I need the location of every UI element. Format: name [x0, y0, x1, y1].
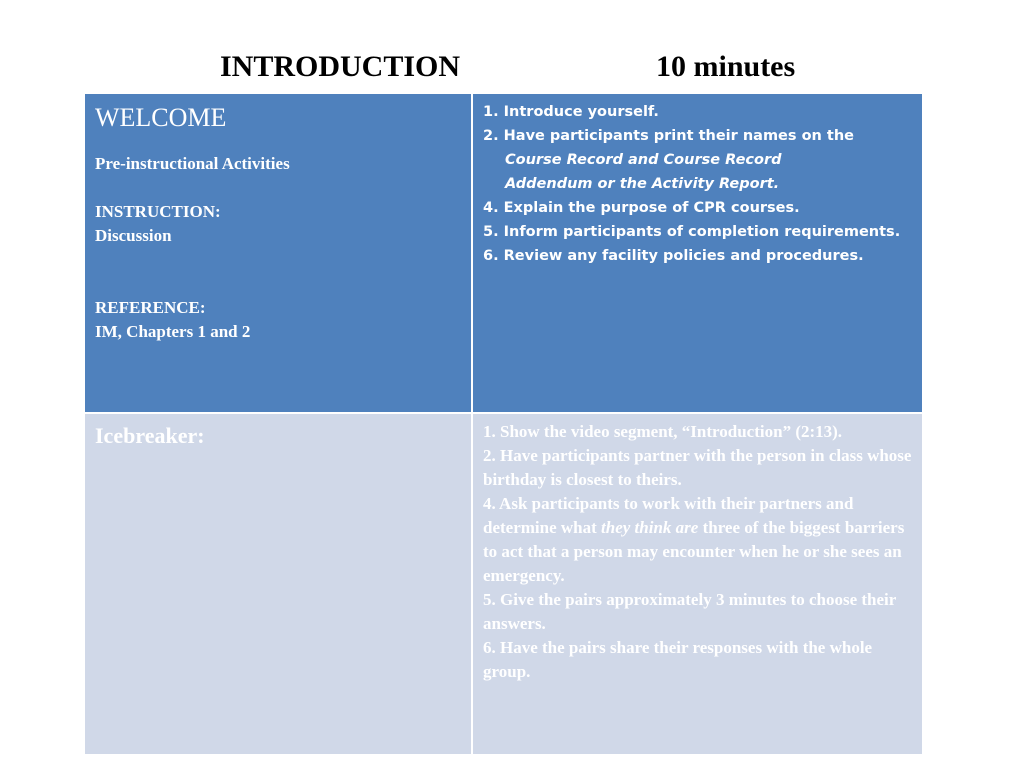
icebreaker-steps-cell: [473, 414, 922, 754]
pre-instructional-label: Pre-instructional Activities: [95, 154, 290, 173]
reference-label: REFERENCE:: [95, 298, 206, 317]
welcome-heading: WELCOME: [95, 103, 227, 132]
list-item: [483, 492, 912, 588]
list-item: 1. Introduce yourself.: [483, 104, 659, 120]
list-item: 6. Have the pairs share their responses with the whole group.: [483, 638, 873, 681]
instruction-value: Discussion: [95, 226, 172, 245]
welcome-steps-cell: [473, 94, 922, 412]
list-item: 4. Explain the purpose of CPR courses.: [483, 200, 800, 216]
list-item-text: three of the biggest barriers to act that a person may encounter when he or she sees an emergency.: [483, 518, 905, 585]
list-item: 1. Show the video segment, “Introduction” (2:13).: [483, 422, 843, 441]
list-item: 2. Have participants partner with the person in class whose birthday is closest to theirs.: [483, 446, 912, 489]
slide-title-row: [0, 50, 1024, 90]
slide-title: INTRODUCTION: [220, 50, 461, 83]
list-item-continuation: Course Record and Course Record: [505, 152, 782, 168]
list-item: 6. Review any facility policies and procedures.: [483, 248, 864, 264]
list-item-text: 4. Ask participants to work with their partners and determine what: [483, 494, 854, 537]
slide-duration: 10 minutes: [656, 50, 796, 83]
reference-value: IM, Chapters 1 and 2: [95, 322, 251, 341]
lesson-table: [85, 94, 922, 756]
instruction-label: INSTRUCTION:: [95, 202, 221, 221]
icebreaker-heading: Icebreaker:: [95, 423, 205, 448]
list-item: 5. Inform participants of completion requirements.: [483, 224, 901, 240]
list-item-emphasis: they think are: [601, 518, 699, 537]
list-item-continuation: Addendum or the Activity Report.: [505, 176, 780, 192]
icebreaker-cell: [85, 414, 471, 754]
list-item: 5. Give the pairs approximately 3 minutes to choose their answers.: [483, 590, 897, 633]
list-item: 2. Have participants print their names on the: [483, 128, 854, 144]
welcome-cell: [85, 94, 471, 412]
